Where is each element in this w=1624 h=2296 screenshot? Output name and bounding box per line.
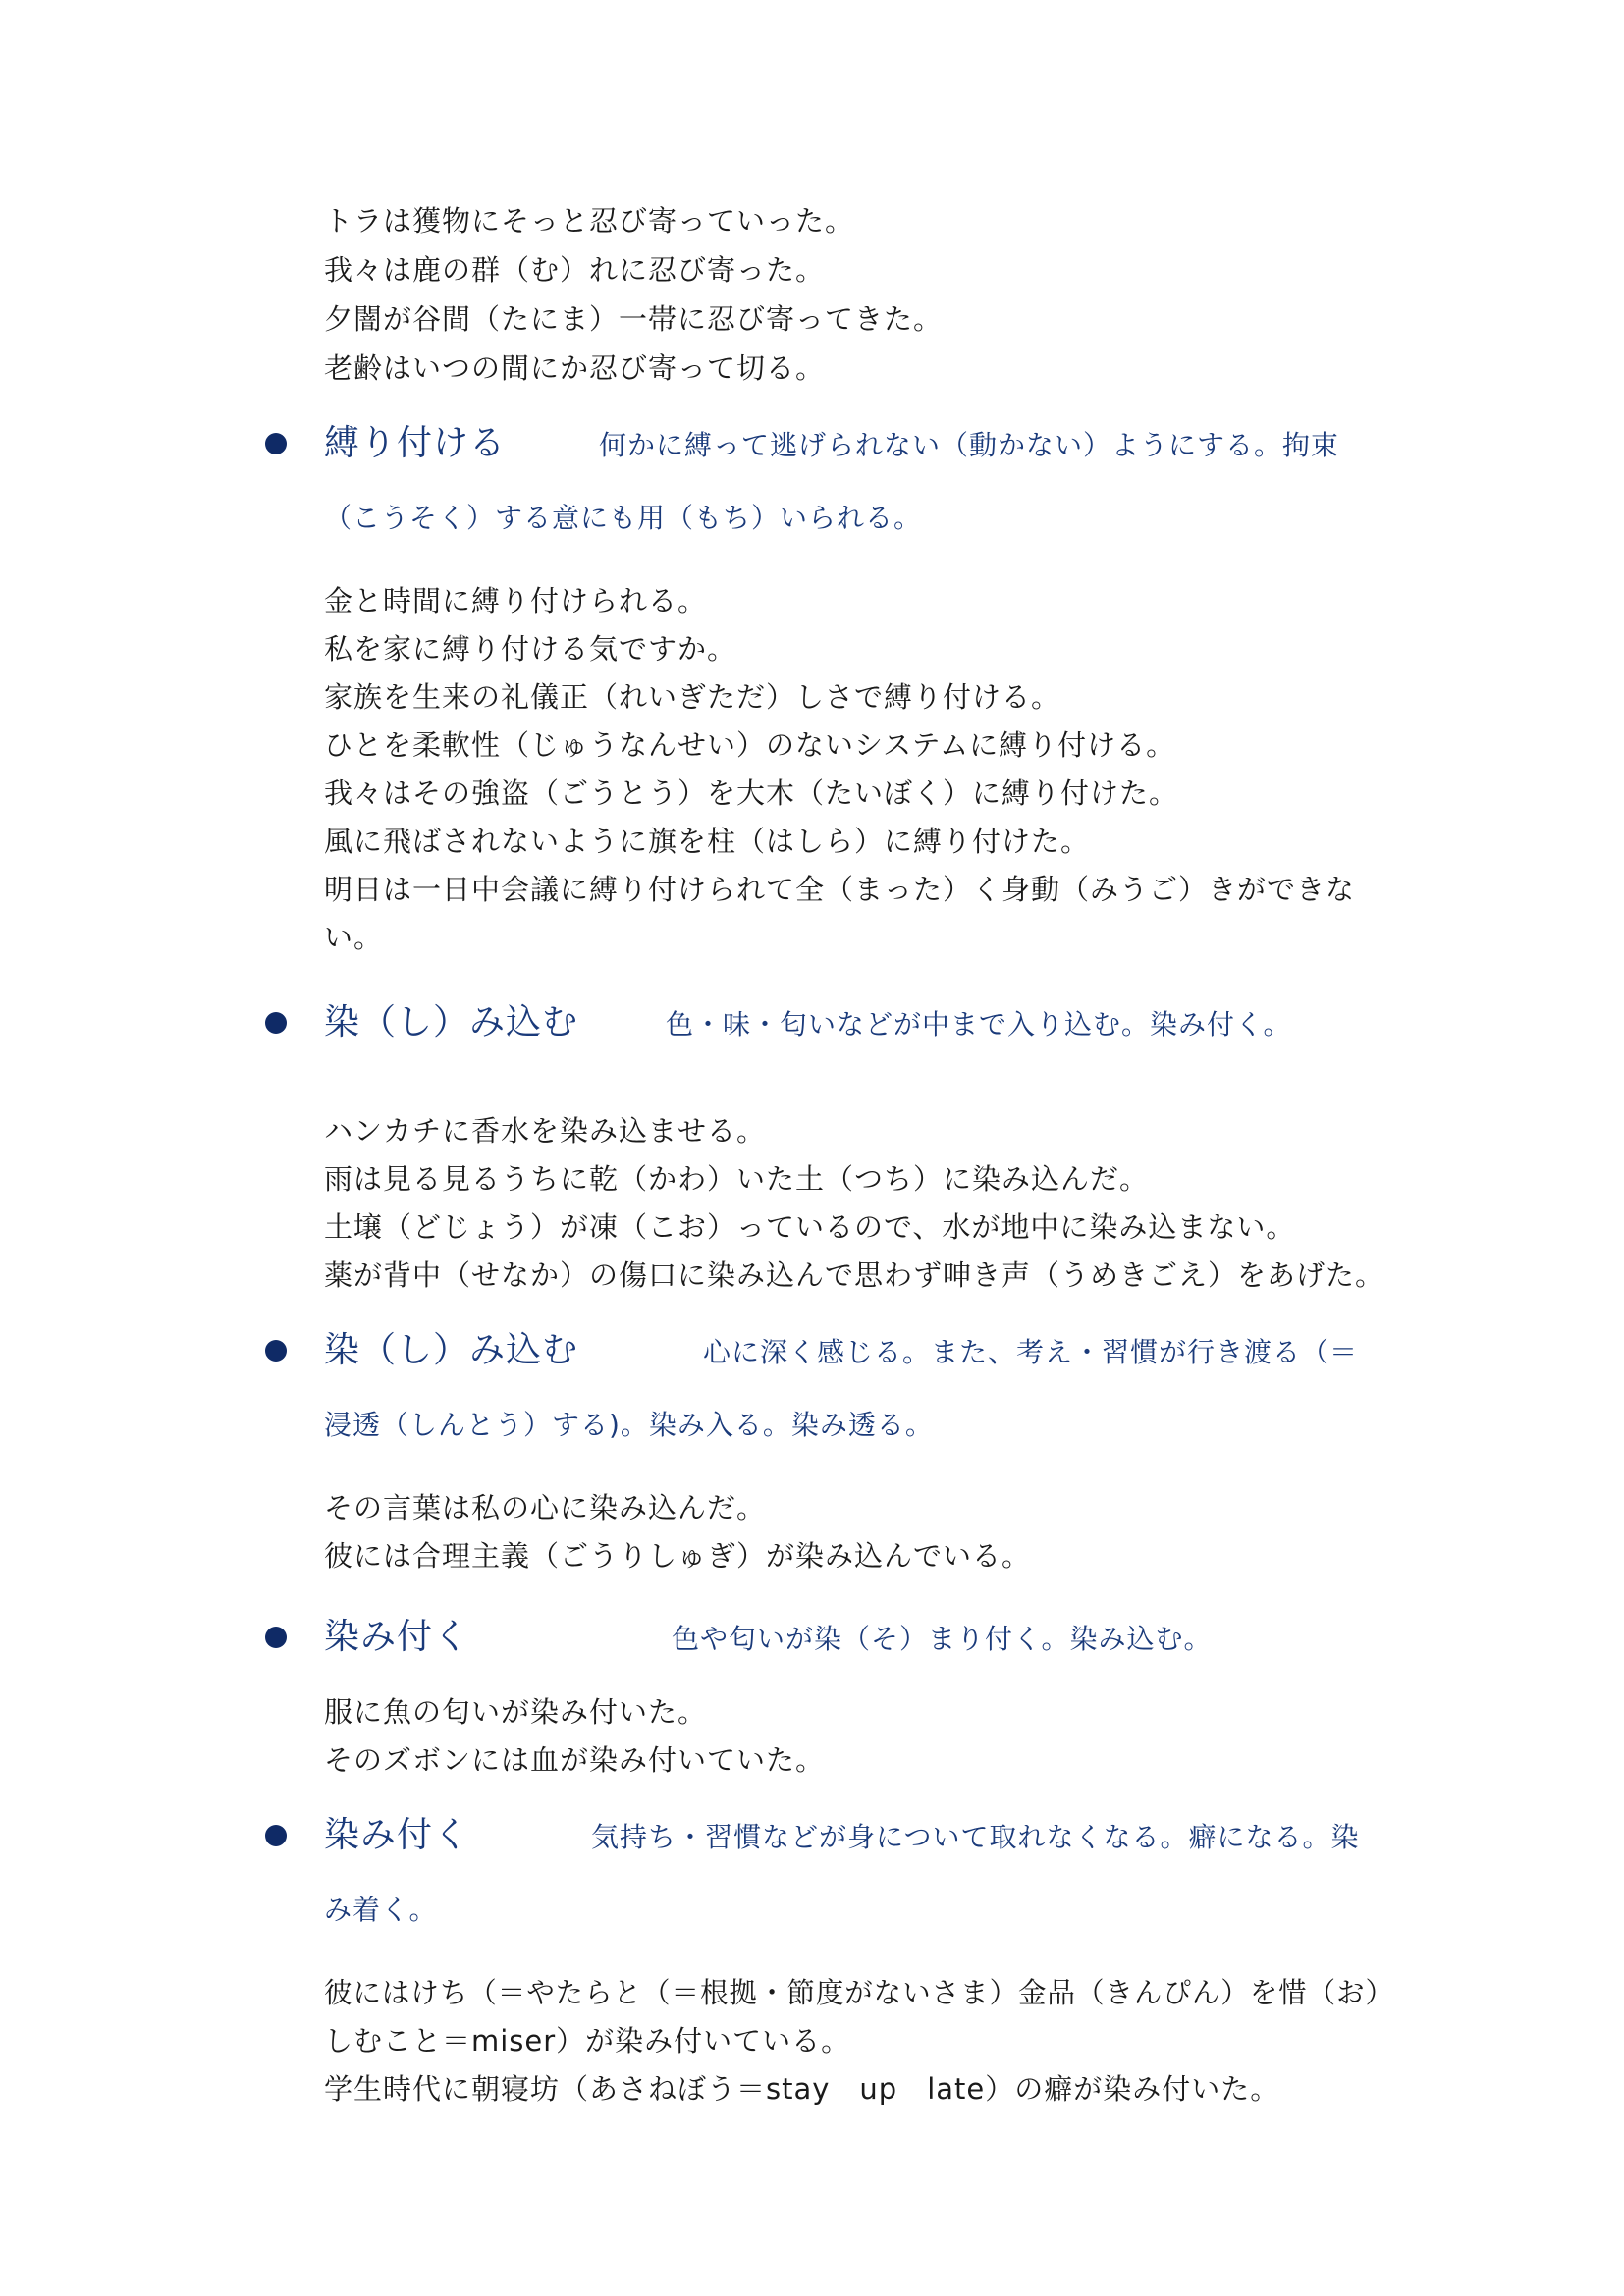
bullet-icon [265, 433, 287, 454]
entry-definition: 色や匂いが染（そ）まり付く。染み込む。 [672, 1623, 1213, 1655]
example-line: 服に魚の匂いが染み付いた。 [324, 1695, 708, 1729]
example-line: そのズボンには血が染み付いていた。 [324, 1743, 826, 1777]
entry-definition-continued: （こうそく）する意にも用（もち）いられる。 [324, 502, 923, 534]
example-line: 雨は見る見るうちに乾（かわ）いた土（つち）に染み込んだ。 [324, 1162, 1150, 1196]
entry-definition: 気持ち・習慣などが身について取れなくなる。癖になる。染 [591, 1821, 1360, 1853]
entry-term: 染み付く [324, 1815, 470, 1855]
example-line: 彼にはけち（＝やたらと（＝根拠・節度がないさま）金品（きんぴん）を惜（お） [324, 1976, 1395, 2009]
example-line: 明日は一日中会議に縛り付けられて全（まった）く身動（みうご）きができな [324, 873, 1356, 906]
example-line: その言葉は私の心に染み込んだ。 [324, 1491, 767, 1524]
example-line: 我々はその強盗（ごうとう）を大木（たいぼく）に縛り付けた。 [324, 776, 1179, 810]
bullet-icon [265, 1825, 287, 1846]
entry-term: 染（し）み込む [324, 1330, 579, 1370]
example-line: 彼には合理主義（ごうりしゅぎ）が染み込んでいる。 [324, 1539, 1032, 1573]
bullet-icon [265, 1627, 287, 1648]
entry-definition: 色・味・匂いなどが中まで入り込む。染み付く。 [666, 1008, 1292, 1041]
example-line: 学生時代に朝寝坊（あさねぼう＝stay up late）の癖が染み付いた。 [324, 2072, 1280, 2106]
bullet-icon [265, 1340, 287, 1362]
example-line: 私を家に縛り付ける気ですか。 [324, 632, 737, 666]
entry-term: 縛り付ける [324, 423, 507, 463]
entry-definition: 心に深く感じる。また、考え・習慣が行き渡る（＝ [703, 1336, 1359, 1368]
example-line: ハンカチに香水を染み込ませる。 [324, 1114, 767, 1148]
entry-definition: 何かに縛って逃げられない（動かない）ようにする。拘束 [599, 429, 1340, 461]
example-line: 夕闇が谷間（たにま）一帯に忍び寄ってきた。 [324, 302, 944, 336]
entry-definition-continued: み着く。 [324, 1894, 438, 1926]
entry-term: 染（し）み込む [324, 1002, 579, 1042]
entry-definition-continued: 浸透（しんとう）する)。染み入る。染み透る。 [324, 1409, 934, 1441]
example-line: 我々は鹿の群（む）れに忍び寄った。 [324, 253, 826, 287]
example-line: トラは獲物にそっと忍び寄っていった。 [324, 204, 855, 238]
example-line: 土壌（どじょう）が凍（こお）っているので、水が地中に染み込まない。 [324, 1210, 1296, 1244]
example-line: ひとを柔軟性（じゅうなんせい）のないシステムに縛り付ける。 [324, 728, 1176, 762]
example-line: 老齢はいつの間にか忍び寄って切る。 [324, 351, 826, 385]
example-line: 金と時間に縛り付けられる。 [324, 584, 708, 617]
example-line: い。 [324, 921, 384, 954]
entry-term: 染み付く [324, 1617, 470, 1657]
bullet-icon [265, 1012, 287, 1034]
example-line: 薬が背中（せなか）の傷口に染み込んで思わず呻き声（うめきごえ）をあげた。 [324, 1258, 1385, 1292]
example-line: 風に飛ばされないように旗を柱（はしら）に縛り付けた。 [324, 825, 1091, 858]
example-line: 家族を生来の礼儀正（れいぎただ）しさで縛り付ける。 [324, 680, 1061, 714]
example-line: しむこと＝miser）が染み付いている。 [324, 2024, 851, 2057]
